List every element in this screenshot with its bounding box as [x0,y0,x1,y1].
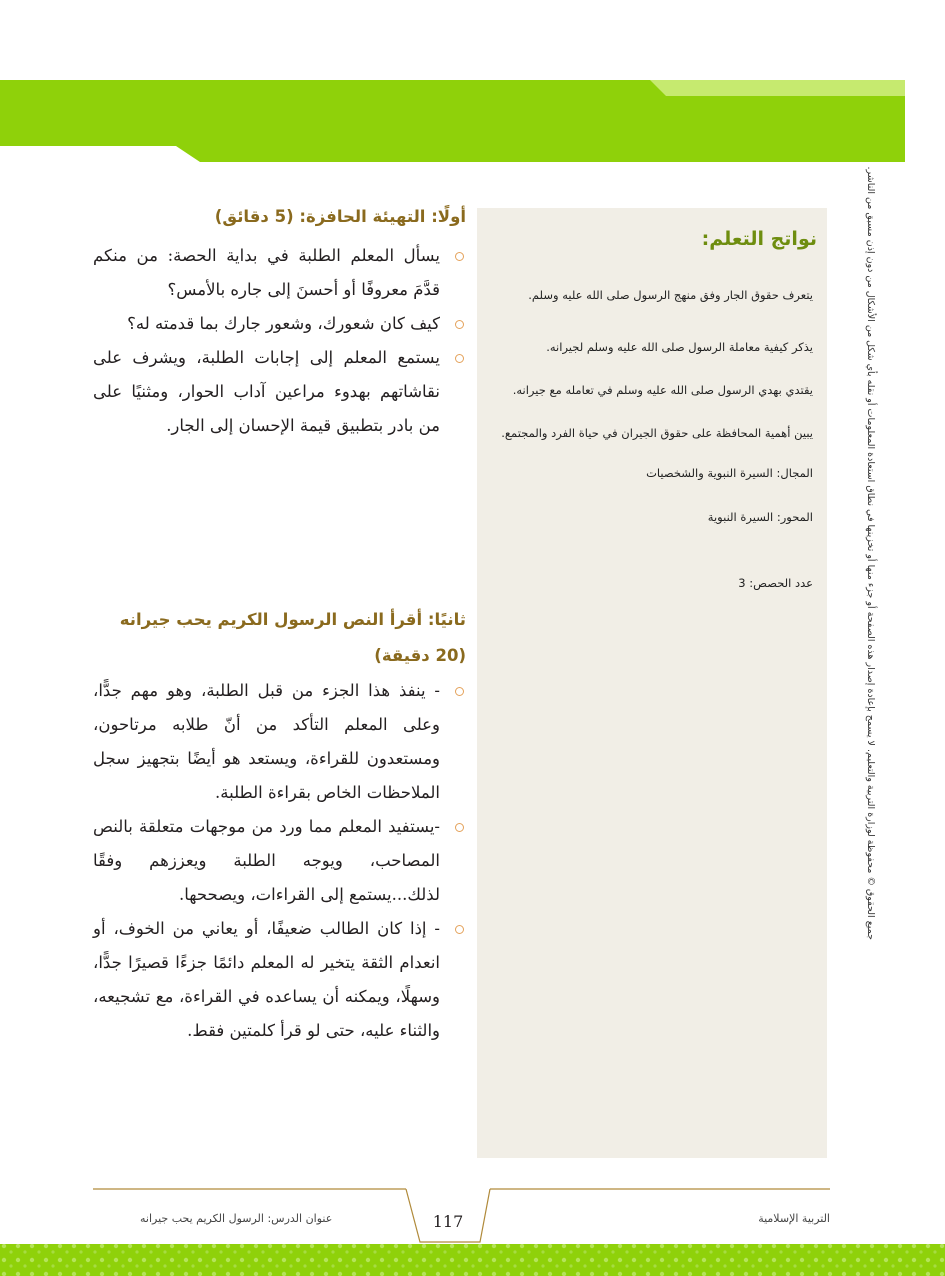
footer-subject: التربية الإسلامية [758,1212,830,1225]
footer-lesson-title: عنوان الدرس: الرسول الكريم يحب جيرانه [140,1212,333,1225]
outcome-item: يبين أهمية المحافظة على حقوق الجيران في حياة الفرد والمجتمع. [501,426,813,440]
bullet-icon [455,687,464,696]
list-item: -يستفيد المعلم مما ورد من موجهات متعلقة بالنص المصاحب، ويوجه الطلبة ويعززهم وفقًا لذلك...يستمع إلى القراءات، ويصححها. [93,810,466,912]
section-warmup [93,205,466,443]
heading-prefix: ثانيًا: [427,610,466,629]
section-heading [93,205,466,229]
bullet-icon [455,252,464,261]
axis-label: المحور: السيرة النبوية [707,510,813,524]
list-item: يستمع المعلم إلى إجابات الطلبة، ويشرف على نقاشاتهم بهدوء مراعين آداب الحوار، ومثنيًا على من بادر بتطبيق قيمة الإحسان إلى الجار. [93,341,466,443]
list-item: - إذا كان الطالب ضعيفًا، أو يعاني من الخوف، أو انعدام الثقة يتخير له المعلم دائمًا جزءًا قصيرًا جدًّا، وسهلًا، ويمكنه أن يساعده في القراءة، مع تشجيعه، والثناء عليه، حتى لو قرأ كلمتين فقط. [93,912,466,1048]
bullet-icon [455,320,464,329]
heading-duration: (20 دقيقة) [374,646,466,665]
footer-decoration [0,1186,945,1276]
list-item: كيف كان شعورك، وشعور جارك بما قدمته له؟ [93,307,466,341]
section-reading [93,608,466,1048]
lessons-count: عدد الحصص: 3 [738,576,813,590]
outcome-item: يذكر كيفية معاملة الرسول صلى الله عليه وسلم لجيرانه. [546,340,813,354]
outcome-item: يتعرف حقوق الجار وفق منهج الرسول صلى الله عليه وسلم. [528,288,813,302]
heading-text: أقرأ النص الرسول الكريم يحب جيرانه [119,610,423,629]
warmup-list [93,239,466,443]
heading-prefix: أولًا: [431,207,466,226]
outcomes-title: نواتج التعلم: [701,228,817,250]
reading-list [93,674,466,1048]
page-number: 117 [432,1212,464,1231]
list-item: - ينفذ هذا الجزء من قبل الطلبة، وهو مهم جدًّا، وعلى المعلم التأكد من أنّ طلابه مرتاحون، ومستعدون للقراءة، ويستعد هو أيضًا بتجهيز سجل الملاحظات الخاص بقراءة الطلبة. [93,674,466,810]
bullet-icon [455,823,464,832]
outcome-item: يقتدي بهدي الرسول صلى الله عليه وسلم في تعامله مع جيرانه. [512,383,813,397]
bullet-icon [455,925,464,934]
list-item: يسأل المعلم الطلبة في بداية الحصة: من منكم قدَّمَ معروفًا أو أحسنَ إلى جاره بالأمس؟ [93,239,466,307]
section-heading [93,608,466,632]
copyright-note: جميع الحقوق © محفوظة لوزارة التربية والتعليم. لا يسمح بإعادة إصدار هذه الصفحة أو جزء منها أو تخزينها في نطاق استعادة المعلومات أو نقله بأي شكل من الأشكال من دون إذن مسبق من الناشر. [865,166,876,940]
domain-label: المجال: السيرة النبوية والشخصيات [646,466,813,480]
top-banner [0,80,905,162]
heading-duration: (5 دقائق) [214,207,294,226]
learning-outcomes-panel [477,208,827,1158]
bullet-icon [455,354,464,363]
heading-text: التهيئة الحافزة: [299,207,426,226]
